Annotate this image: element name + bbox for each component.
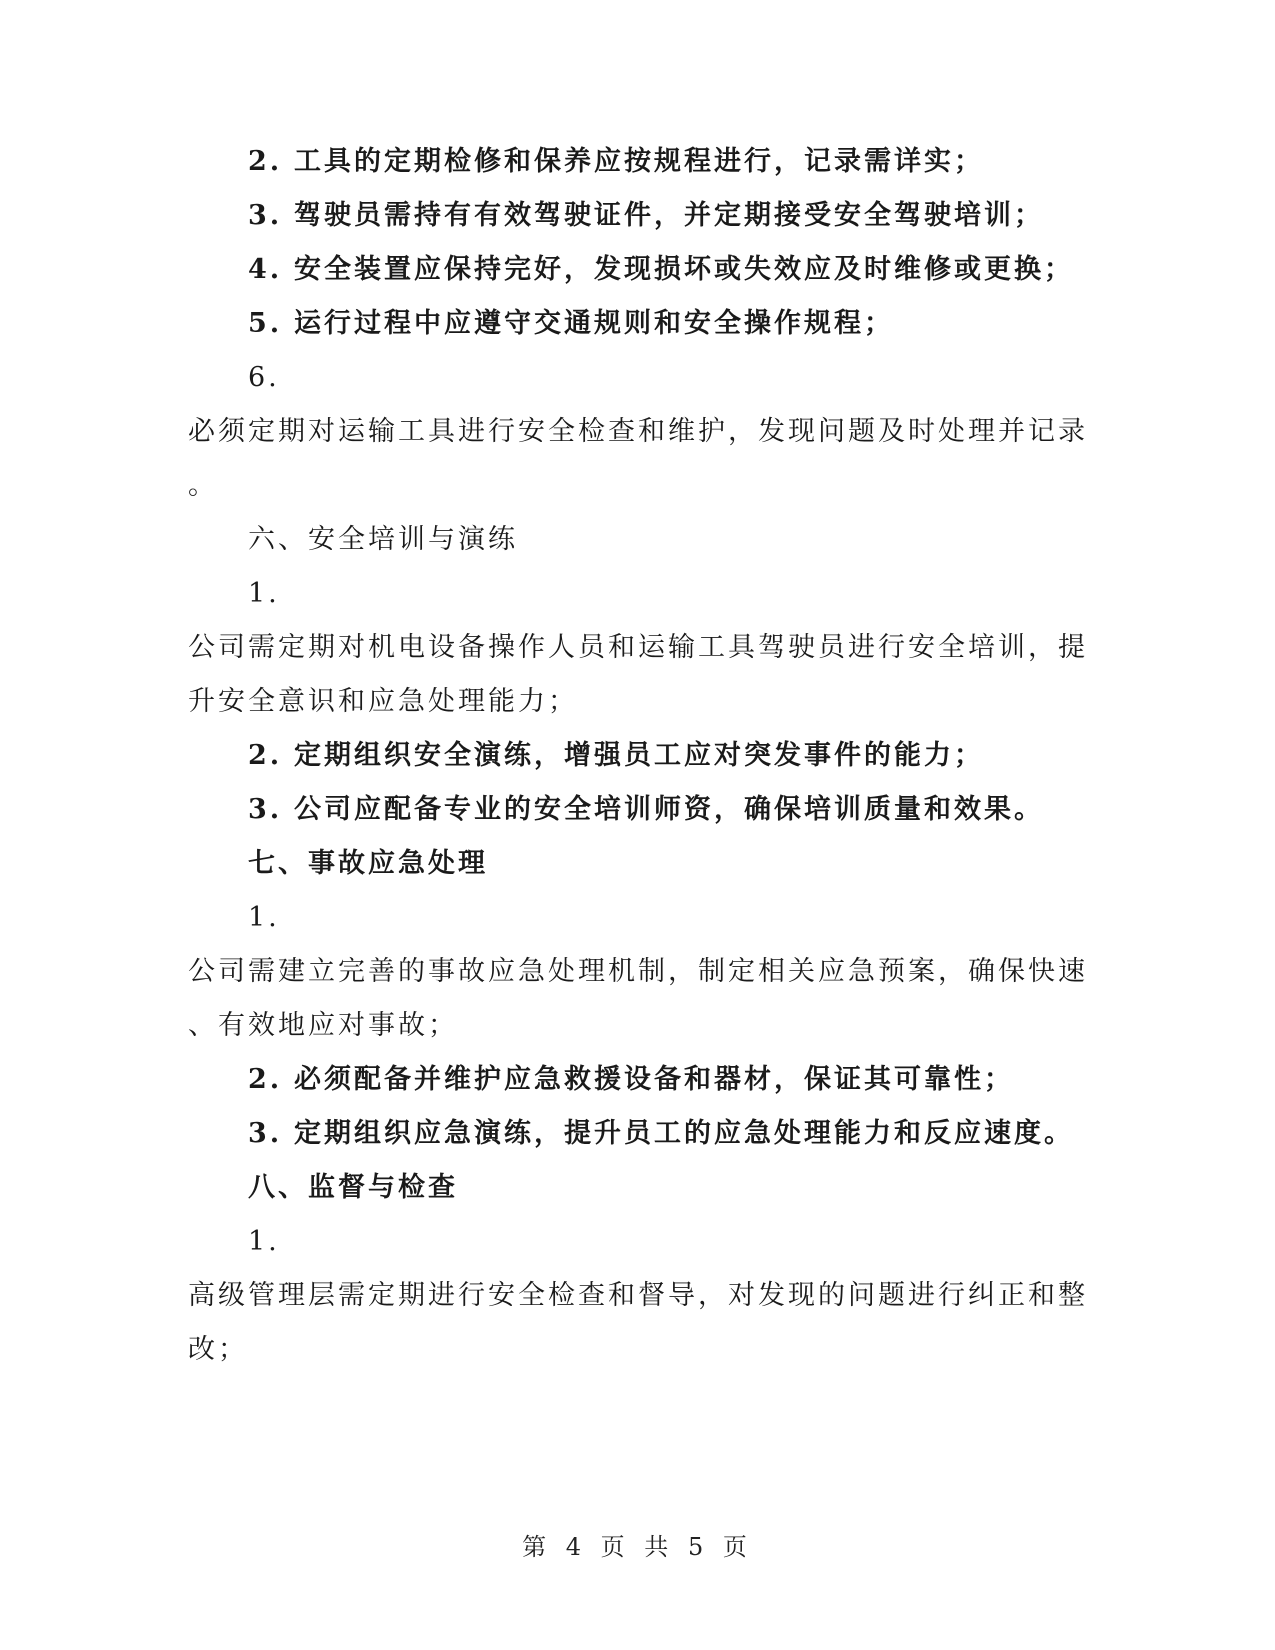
list-item-number: 1. <box>248 578 280 609</box>
paragraph-line: 。 <box>188 470 218 501</box>
list-item: 2. 必须配备并维护应急救援设备和器材，保证其可靠性； <box>248 1064 1014 1095</box>
section-heading: 八、监督与检查 <box>248 1172 458 1203</box>
paragraph-line: 升安全意识和应急处理能力； <box>188 686 578 717</box>
paragraph-line: 、有效地应对事故； <box>188 1010 458 1041</box>
paragraph-line: 改； <box>188 1334 248 1365</box>
list-item-number: 1. <box>248 1226 280 1257</box>
list-item: 2. 工具的定期检修和保养应按规程进行，记录需详实； <box>248 146 984 177</box>
paragraph-line: 公司需建立完善的事故应急处理机制，制定相关应急预案，确保快速 <box>188 956 1088 987</box>
paragraph-line: 公司需定期对机电设备操作人员和运输工具驾驶员进行安全培训，提 <box>188 632 1088 663</box>
list-item: 3. 驾驶员需持有有效驾驶证件，并定期接受安全驾驶培训； <box>248 200 1044 231</box>
list-item: 3. 公司应配备专业的安全培训师资，确保培训质量和效果。 <box>248 794 1044 825</box>
list-item-number: 1. <box>248 902 280 933</box>
paragraph-line: 必须定期对运输工具进行安全检查和维护，发现问题及时处理并记录 <box>188 416 1088 447</box>
list-item: 4. 安全装置应保持完好，发现损坏或失效应及时维修或更换； <box>248 254 1074 285</box>
list-item: 5. 运行过程中应遵守交通规则和安全操作规程； <box>248 308 894 339</box>
page-footer: 第 4 页 共 5 页 <box>522 1533 753 1561</box>
list-item-number: 6. <box>248 362 280 393</box>
list-item: 3. 定期组织应急演练，提升员工的应急处理能力和反应速度。 <box>248 1118 1074 1149</box>
list-item: 2. 定期组织安全演练，增强员工应对突发事件的能力； <box>248 740 984 771</box>
paragraph-line: 高级管理层需定期进行安全检查和督导，对发现的问题进行纠正和整 <box>188 1280 1088 1311</box>
section-heading: 七、事故应急处理 <box>248 848 488 879</box>
section-heading: 六、安全培训与演练 <box>248 524 518 555</box>
